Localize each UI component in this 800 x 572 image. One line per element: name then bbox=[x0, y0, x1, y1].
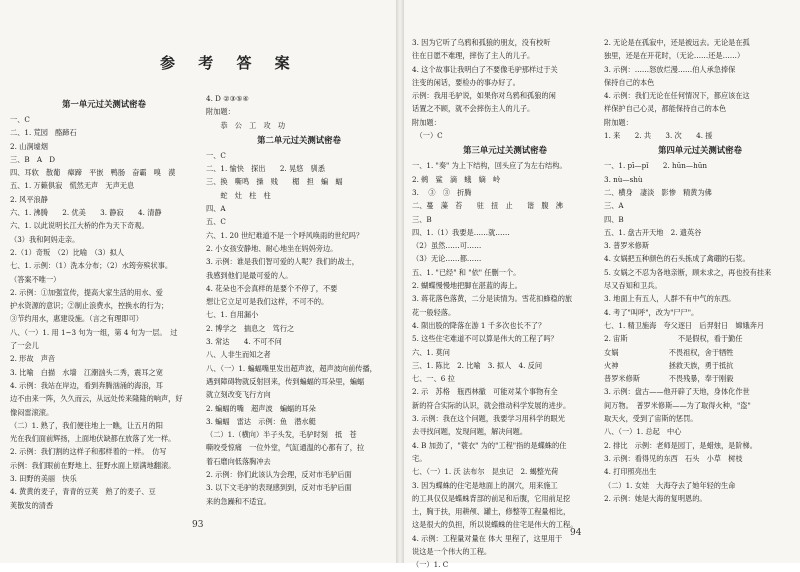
answer-line: 八、（一）1. 用 1~3 句为一组，第 4 句为一层。 过 bbox=[10, 327, 178, 337]
answer-line: 示例：我用毛驴说，如果你对乌鸦和孤狼的闲 bbox=[412, 91, 556, 101]
answer-line: 四、B bbox=[604, 214, 624, 224]
answer-list-unit-4 bbox=[604, 159, 796, 505]
answer-line: 土，胸于扶，用耕颅、罐土，修整等工程量相比， bbox=[412, 507, 571, 517]
answer-line: 3. 示例：谁是我们智可爱的人呢？我们的战士， bbox=[206, 257, 359, 267]
answer-line: 话置之不顾，就不会摔伤主人的儿子。 bbox=[412, 104, 535, 114]
answer-line: 4. 黄黄的麦子，青青的豆荚 熟了的麦子、豆 bbox=[10, 487, 156, 497]
answer-line: 2. 博学之 揣息之 笃行之 bbox=[206, 323, 295, 333]
answer-line: 2. 蝙蝠的嘴 超声波 蝙蝠的耳朵 bbox=[206, 403, 316, 413]
answer-line: 2. 宙斯 不是假权，看于勤任 bbox=[604, 334, 743, 344]
answer-line: 3. 地面上有五人，人群不有中气的东西。 bbox=[604, 294, 736, 304]
answer-line: 3. 蒋花落色落黄，二分是读情为。雪花扣蜂稳的旅 bbox=[412, 294, 573, 304]
answer-line: 八、人非生而知之者 bbox=[206, 350, 271, 360]
answer-line: 这是很大的负担，所以说蝶蛛的住宅是伟大的工程。 bbox=[412, 520, 578, 530]
answer-line: 3. nù—shù bbox=[604, 174, 643, 184]
page-number-left: 93 bbox=[192, 520, 204, 530]
answer-line: 四、A bbox=[206, 204, 226, 214]
answer-line: （一）1. C bbox=[412, 560, 449, 570]
answer-line: 2. 示例：我们割的这样子和那样着的一样。 仿写 bbox=[10, 447, 167, 457]
answer-line: 六、1. 莫问 bbox=[412, 347, 450, 357]
answer-line: 2. 示 苏格 瓶西林撤 可能对某个事物有全 bbox=[412, 387, 558, 397]
section-heading-unit-3: 第三单元过关测试密卷 bbox=[463, 145, 547, 156]
answer-line: 4. D ②③⑤④ bbox=[206, 94, 249, 103]
answer-line: 七、1. 示例：（1）洗本分布；（2）水筠旁殡状事。 bbox=[10, 261, 173, 271]
answer-line: 2. 山涧墟烟 bbox=[10, 141, 48, 151]
answer-line: 六、1. 沸腾 2. 优美 3. 静寂 4. 清静 bbox=[10, 208, 162, 218]
left-page bbox=[0, 0, 396, 563]
answer-line: 4. 示例：我站在岸边，看到奔腾汹涌的海浪，耳 bbox=[10, 380, 163, 390]
answer-line: 4. B 加劲了，"蓑衣" 为的"工程"指的是蝶蛛的住 bbox=[412, 440, 567, 450]
column-3 bbox=[412, 36, 598, 572]
answer-line: 4. 陨出股的降落在游 1 千多次也长不了？ bbox=[412, 320, 546, 330]
answer-line: 一、C bbox=[10, 115, 30, 124]
answer-line: 说这是一个伟大的工程。 bbox=[412, 546, 492, 556]
answer-line: 三、换 嘶鸣 操 贱 楣 担 蝙 蝠 bbox=[206, 177, 343, 187]
book-gutter bbox=[396, 0, 404, 563]
answer-line: （一）C bbox=[412, 131, 443, 141]
answer-line: 了一会儿 bbox=[10, 341, 39, 351]
answer-line: 3. 普罗米修斯 bbox=[604, 241, 650, 251]
answer-line: 样保护自己心灵，都能保持自己的本色 bbox=[604, 104, 727, 114]
answer-line: 间万物。 普罗米修斯——为了取得火种，"盗" bbox=[604, 400, 751, 410]
answer-line: 5. 女娲之不忍为各地亲断，顾未求之，再也投有挂来 bbox=[604, 267, 772, 277]
answer-line: 3. 以下文毛驴的表现感到到，反对市毛驴后面 bbox=[206, 483, 352, 493]
answer-line: 宅。 bbox=[412, 453, 427, 463]
answer-line: 想让它立足可是我们这样，不可不的。 bbox=[206, 297, 329, 307]
answer-line: 六、1. 以此说明长江大桥的作为天下奇观。 bbox=[10, 221, 149, 231]
answer-line: 五、1. 万籁俱寂 慌然无声 无声无息 bbox=[10, 181, 135, 191]
answer-line: 四、1.（1）我要是……就…… bbox=[412, 227, 510, 237]
answer-list-unit-2 bbox=[206, 149, 392, 508]
extra-lines-unit-1 bbox=[206, 92, 392, 132]
answer-line: （答案不唯一） bbox=[10, 274, 61, 284]
extra-lines-unit-2 bbox=[412, 36, 598, 142]
answer-line: 附加题： bbox=[412, 117, 441, 127]
answer-line: 就立刻改变飞行方向 bbox=[206, 390, 271, 400]
answer-line: 2. 形故 声音 bbox=[10, 354, 56, 364]
answer-line: 新的符合实际的认识，就会推动科学发展的进步。 bbox=[412, 400, 571, 410]
answer-line: 普罗米修斯 不畏残暴，奉于刚毅 bbox=[604, 374, 734, 384]
answer-line: 五、1. 盘古开天地 2. 遗英谷 bbox=[604, 227, 702, 237]
answer-line: 来的急躁和不适宜。 bbox=[206, 496, 271, 506]
answer-line: 着石磨向低落胸冲去 bbox=[206, 456, 271, 466]
answer-line: 2. 排比 示例：老师是园丁，是蜡烛，是阶梯。 bbox=[604, 440, 757, 450]
answer-line: 5. 这些住宅难道不可以算是伟大的工程了吗？ bbox=[412, 334, 558, 344]
answer-line: 花一般轻落。 bbox=[412, 307, 456, 317]
answer-line: 4. 示例：工程量对量在 体大 里程了，这里用于 bbox=[412, 533, 563, 543]
answer-line: 七、1. 精卫施海 夸父逐日 后羿射日 嫦娥奔月 bbox=[604, 320, 765, 330]
answer-line: 2.（1）奇叛 （2）比喻 （3）拟人 bbox=[10, 247, 125, 257]
extra-lines-unit-3 bbox=[604, 36, 796, 89]
column-2 bbox=[206, 92, 392, 508]
answer-line: 2. 小女孩安静地、耐心地坐在妈妈旁边。 bbox=[206, 243, 338, 253]
answer-line: 六、1. 20 世纪难道不是一个呼风唤雨的世纪吗？ bbox=[206, 230, 364, 240]
answer-line: 4. 女娲把五种颜色的石头拣成了禽硼的石浆。 bbox=[604, 254, 750, 264]
answer-line: （二）1.（横向）半子头发，毛驴时刻 抵 苍 bbox=[206, 430, 357, 440]
answer-line: 像闷雷滚滚。 bbox=[10, 407, 54, 417]
section-heading-unit-1: 第一单元过关测试密卷 bbox=[62, 99, 146, 109]
answer-line: 4. 考了"叫呼"，改为"尸尸"。 bbox=[604, 307, 699, 317]
answer-line: 4. 花朵也不会真样的是要个不停了，不要 bbox=[206, 283, 338, 293]
answer-line: 三、B A D bbox=[10, 154, 55, 164]
answer-line: 边不由来一阵，久久而云，从远处传来隆隆的响声，好 bbox=[10, 394, 183, 404]
column-4 bbox=[604, 36, 796, 505]
answer-line: 4. 打印照亮出生 bbox=[604, 467, 657, 477]
answer-line: 示例：我们眼前在野地上、狂野水面上原满地翻滚。 bbox=[10, 460, 176, 470]
answer-line: （2）虽然……可…… bbox=[412, 241, 482, 251]
answer-line: 3. 常达 4. 不可不问 bbox=[206, 337, 282, 347]
answer-line: 三、A bbox=[604, 201, 624, 211]
answer-line: 2. 风平浪静 bbox=[10, 194, 48, 204]
answer-line: （二）1. 女娃 大海夺去了她年轻的生命 bbox=[604, 480, 736, 490]
answer-line: 火神 拯救天族，勇于抵抗 bbox=[604, 360, 734, 370]
answer-line: ③节约用水，惠建设施。（言之有理即可） bbox=[10, 314, 143, 324]
answer-line: 2. 示例：①加强宣传，提高大家生活的用水、爱 bbox=[10, 287, 163, 297]
answer-line: 注变的闲话，要检办的事办好了。 bbox=[412, 77, 520, 87]
answer-line: 2. 示例：她是大海的复明恩的。 bbox=[604, 493, 707, 503]
answer-line: 独里，还是在开花时，（无论……还是……） bbox=[604, 51, 745, 61]
answer-line: 护水资源的意识；②制止浪费水，控换水的行为； bbox=[10, 301, 169, 311]
answer-line: 一、1. pī—pǐ 2. hūn—hūn bbox=[604, 161, 707, 171]
answer-line: 五、1. "已经" 和 "依" 任删一个。 bbox=[412, 267, 521, 277]
answer-line: 3. 因为它听了乌鸦和孤狼的朋友，没有校听 bbox=[412, 38, 551, 47]
answer-line: 2. 示例：你们此该认为会理，反对市毛驴后面 bbox=[206, 470, 352, 480]
answer-line: 遇到障碍物就反射回来，传到蝙蝠的耳朵里，蝙蝠 bbox=[206, 376, 365, 386]
extra-lines-unit-3b bbox=[604, 89, 796, 142]
answer-line: 四、耳软 散葡 瘴蹄 平嵌 鸭肠 奋霸 嗅 漠 bbox=[10, 168, 176, 178]
answer-line: 3. 示例：盘古——他开辟了天地，身体化作世 bbox=[604, 387, 750, 397]
answer-line: 二、1. 荒园 酪蹄石 bbox=[10, 128, 77, 138]
answer-line: 去寻找问题，发现问题，解决问题。 bbox=[412, 427, 528, 437]
answer-line: （3）无论……都…… bbox=[412, 254, 482, 264]
answer-line: 2. 蝴蝶慢慢地把脚在湛蓝的海上。 bbox=[412, 281, 522, 291]
answer-list-unit-3 bbox=[412, 159, 598, 571]
answer-line: 2. 鹈 鲨 滴 蛾 嫡 岭 bbox=[412, 174, 501, 184]
answer-line: 3. 示例：看得见的东西 石头 小草 树枝 bbox=[604, 453, 743, 463]
answer-line: 1. 来 2. 共 3. 次 4. 援 bbox=[604, 131, 713, 141]
page-number-right: 94 bbox=[570, 528, 582, 538]
answer-line: 荚散发的清香 bbox=[10, 500, 54, 510]
answer-line: 二、1. 愉快 探出 2. 晃悠 驯悉 bbox=[206, 164, 325, 174]
answer-line: 二、蔓 藻 苔 驻 扭 止 谐 腹 沸 bbox=[412, 201, 563, 211]
column-1 bbox=[10, 96, 198, 512]
answer-line: 七、（一）1. 沃 法布尔 昆虫记 2. 蝎整光荷 bbox=[412, 467, 559, 477]
answer-line: 4. 示例：我们无论在任何情况下，都应该在这 bbox=[604, 91, 750, 101]
answer-line: 附加题： bbox=[206, 107, 235, 117]
answer-line: 七、一、6 拉 bbox=[412, 374, 455, 384]
answer-line: 2. 无论是在孤寂中，还是被远去。无论是在孤 bbox=[604, 38, 750, 47]
answer-line: 蛇 灶 柱 柱 bbox=[206, 190, 271, 200]
answer-line: 嘶咬受惊痛 一位外堂，气缸通温的心都有了，拉 bbox=[206, 443, 365, 453]
answer-line: 4. 这个故事让我明白了不要像毛驴那样过于关 bbox=[412, 64, 558, 74]
answer-line: 附加题： bbox=[604, 117, 633, 127]
section-heading-unit-2: 第二单元过关测试密卷 bbox=[257, 134, 341, 145]
answer-line: 我感到他们是最可爱的人。 bbox=[206, 270, 293, 280]
answer-line: 三、1. 陈比 2. 比喻 3. 拟人 4. 反问 bbox=[412, 360, 543, 370]
answer-line: 3. 田野的美丽 快乐 bbox=[10, 474, 77, 484]
answer-line: （3）我和阿妈走亲。 bbox=[10, 234, 80, 244]
answer-line: 3. 示例：我在这个问题，我要学习用科学的眼光 bbox=[412, 414, 565, 424]
answer-line: （二）1. 熟了，我们便往地上一瞧，让五月的阳 bbox=[10, 420, 163, 430]
answer-line: 二、横身 凄淡 影惨 精黄为佛 bbox=[604, 187, 712, 197]
answer-line: 取天火，受到了宙斯的惩罚。 bbox=[604, 414, 698, 424]
answer-line: 保持自己的本色 bbox=[604, 77, 655, 87]
section-heading-unit-4: 第四单元过关测试密卷 bbox=[658, 145, 742, 156]
answer-line: 三、B bbox=[412, 214, 432, 224]
main-title: 参 考 答 案 bbox=[160, 54, 299, 72]
answer-line: 恭 公 工 攻 功 bbox=[206, 120, 286, 130]
right-page bbox=[404, 0, 800, 570]
answer-line: 的工具仅仅是蝶蛛背部的前足和后腹，它用前足挖 bbox=[412, 493, 571, 503]
answer-line: 五、C bbox=[206, 217, 226, 227]
answer-line: 一、1. "奏" 为上下结构，回头应了为左右结构。 bbox=[412, 161, 567, 171]
answer-line: 八、（一）1. 蝙蝠嘴里发出超声波，超声波向前传播， bbox=[206, 363, 377, 373]
answer-line: 3. ③ ③ 折腾 bbox=[412, 187, 472, 197]
answer-line: 光在我们面前辉扬，上面地伏缺都在放落了光一样。 bbox=[10, 434, 176, 444]
answer-line: 往在日愿不难理，摔伤了主人的儿子。 bbox=[412, 51, 535, 61]
answer-line: 3. 比喻 白描 水墙 江潮汹头二秀，震耳之宽 bbox=[10, 367, 163, 377]
answer-list-unit-1 bbox=[10, 113, 198, 512]
answer-line: 3. 因为蝶蛛的住宅是地面上的洞穴，用来施工 bbox=[412, 480, 558, 490]
answer-line: 3. 示例：……怒放烂漫……伯人承急捧保 bbox=[604, 64, 736, 74]
answer-line: 3. 蝙蝠 雷达 示例：鱼 潜水艇 bbox=[206, 416, 316, 426]
answer-line: 尽又吞知和卫兵。 bbox=[604, 281, 662, 291]
answer-line: 八、（一）1. 总起 中心 bbox=[604, 427, 682, 437]
answer-line: 女娲 不畏祖权，舍于牺牲 bbox=[604, 347, 734, 357]
answer-line: 七、1. 自用漏小 bbox=[206, 310, 259, 320]
answer-line: 一、C bbox=[206, 150, 226, 160]
